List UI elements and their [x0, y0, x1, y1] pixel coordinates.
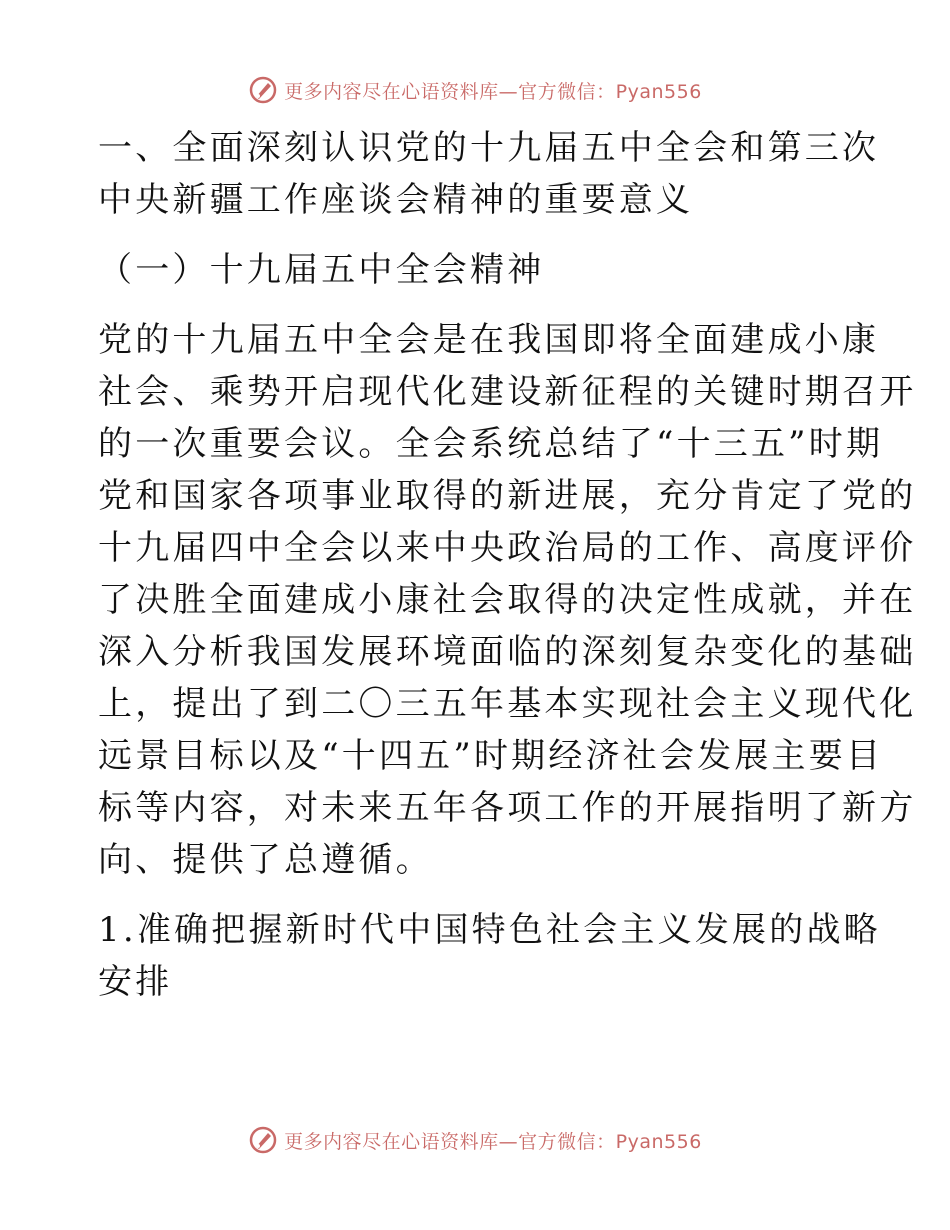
- text-line: 安排: [98, 962, 173, 1002]
- document-body: [98, 122, 917, 1008]
- watermark-header: [0, 70, 950, 110]
- point-heading: [98, 904, 881, 1008]
- text-line: 标等内容，对未来五年各项工作的开展指明了新方: [98, 788, 917, 828]
- text-line: 的一次重要会议。全会系统总结了“十三五”时期: [98, 424, 884, 464]
- text-line: 中央新疆工作座谈会精神的重要意义: [98, 180, 694, 220]
- text-line: 社会、乘势开启现代化建设新征程的关键时期召开: [98, 372, 917, 412]
- subsection-heading: [98, 244, 858, 296]
- text-line: 1.准确把握新时代中国特色社会主义发展的战略: [98, 910, 881, 950]
- text-line: 深入分析我国发展环境面临的深刻复杂变化的基础: [98, 632, 917, 672]
- watermark-text: 更多内容尽在心语资料库—官方微信：Pyan556: [284, 1130, 702, 1153]
- watermark-footer: [0, 1120, 950, 1160]
- text-line: 党和国家各项事业取得的新进展，充分肯定了党的: [98, 476, 917, 516]
- text-line: 上，提出了到二〇三五年基本实现社会主义现代化: [98, 684, 917, 724]
- pen-nib-logo-icon: [248, 75, 278, 105]
- watermark-text: 更多内容尽在心语资料库—官方微信：Pyan556: [284, 80, 702, 103]
- section-heading: [98, 122, 880, 226]
- text-line: 了决胜全面建成小康社会取得的决定性成就，并在: [98, 580, 917, 620]
- pen-nib-logo-icon: [248, 1125, 278, 1155]
- text-line: 向、提供了总遵循。: [98, 840, 433, 880]
- text-line: 远景目标以及“十四五”时期经济社会发展主要目: [98, 736, 884, 776]
- text-line: （一）十九届五中全会精神: [98, 250, 545, 290]
- text-line: 十九届四中全会以来中央政治局的工作、高度评价: [98, 528, 917, 568]
- text-line: 党的十九届五中全会是在我国即将全面建成小康: [98, 320, 880, 360]
- text-line: 一、全面深刻认识党的十九届五中全会和第三次: [98, 128, 880, 168]
- paragraph: [98, 314, 917, 886]
